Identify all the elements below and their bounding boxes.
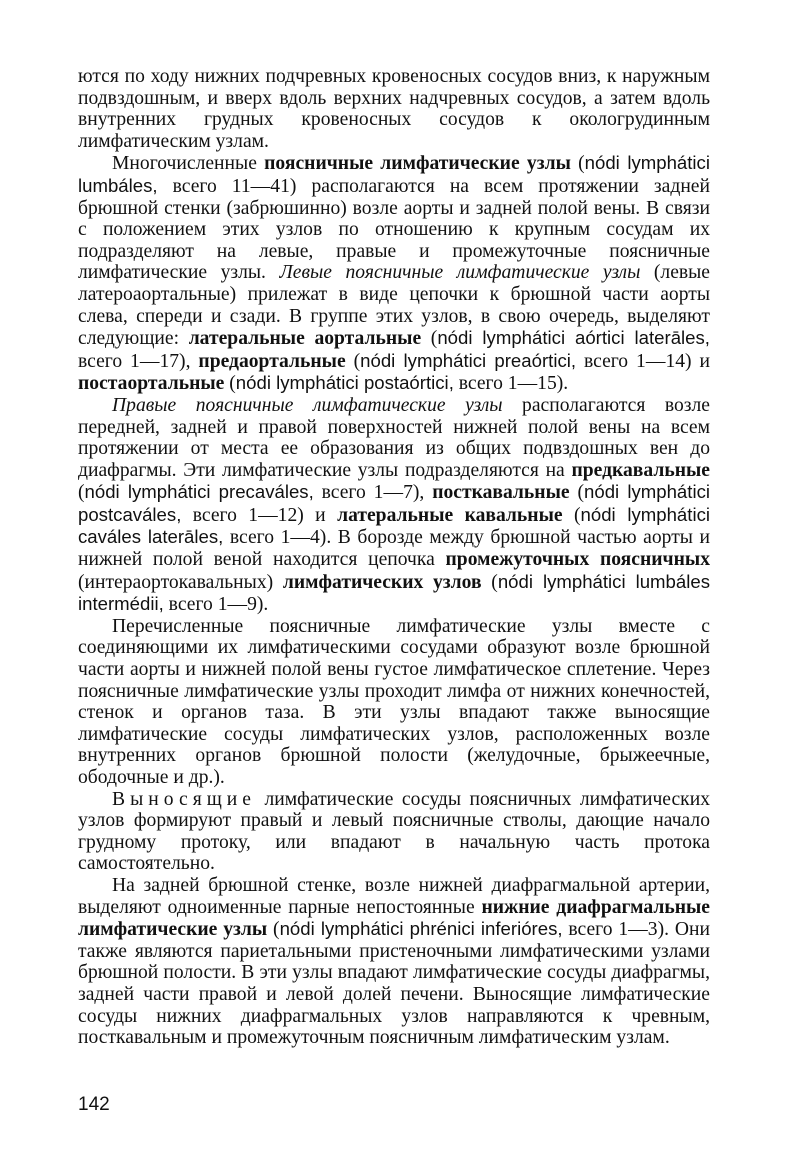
- latin-term: nódi lymphátici lumbáles intermédii,: [78, 570, 710, 615]
- paragraph-5: [78, 789, 710, 875]
- spaced-term: Выносящие: [112, 788, 256, 810]
- latin-term: nódi lymphátici caváles laterāles,: [78, 503, 710, 548]
- term-intermediate-lumbar: промежуточных поясничных: [445, 549, 710, 571]
- paragraph-4: Перечисленные поясничные лимфатические узлы вместе с соединяющими их лимфатическими сосудами образуют возле брюшной части аорты и нижней полой вены густое лимфатическое сплетение. Через поясничные лимфатические узлы проходит лимфа от нижних конечностей, стенок и органов таза. В эти узлы впадают также выносящие лимфатические сосуды лимфатических узлов, расположенных возле внутренних органов брюшной полости (желудочные, брыжеечные, ободочные и др.).: [78, 615, 710, 788]
- text-run: На задней брюшной стенке, возле нижней диафрагмальной артерии, выделяют одноименные парные непостоянные: [78, 874, 710, 918]
- text-run: лимфатические сосуды поясничных лимфатических узлов формируют правый и левый поясничные стволы, дающие начало грудному протоку, или впадают в начальную часть протока самостоятельно.: [78, 788, 710, 875]
- latin-term: nódi lymphátici phrénici inferióres,: [279, 918, 563, 940]
- term-postaortic: постаортальные: [78, 373, 225, 395]
- term-right-lumbar-nodes: Правые поясничные лимфатические узлы: [112, 394, 503, 416]
- body-text: [78, 66, 710, 1049]
- text-run: (: [267, 919, 280, 941]
- text-run: всего 1—9).: [163, 594, 269, 616]
- text-run: (: [481, 571, 498, 593]
- latin-term: nódi lymphátici aórtici laterāles,: [437, 327, 710, 349]
- term-lateral-aortic: латеральные аортальные: [188, 328, 422, 350]
- term-postcaval: посткавальные: [432, 482, 570, 504]
- term-lymph-nodes: лимфатических узлов: [282, 571, 482, 593]
- term-preaortic: предаортальные: [198, 350, 346, 372]
- text-run: всего 1—12) и: [181, 504, 338, 526]
- latin-term: nódi lymphátici postcaváles,: [78, 481, 710, 525]
- paragraph-3: [78, 395, 710, 616]
- latin-term: nódi lymphátici preaórtici,: [360, 349, 577, 371]
- text-run: всего 11—41) располагаются на всем протяжении задней брюшной стенки (забрюшинно) возле аорты и задней полой вены. В связи с положением этих узлов по отношению к крупным сосудам их подразделяют на левые, правые и промежуточные поясничные лимфатические узлы.: [78, 175, 710, 284]
- text-run: располагаются возле передней, задней и правой поверхностей нижней полой вены на всем протяжении от места ее образования из общих подвздошных вен до диафрагмы. Эти лимфатические узлы подразделяются на: [78, 394, 710, 481]
- text-run: (: [562, 504, 581, 526]
- text-run: (левые латероаортальные) прилежат в виде цепочки к брюшной части аорты слева, спереди и сзади. В группе этих узлов, в свою очередь, выделяют следующие:: [78, 262, 711, 350]
- text-run: всего 1—7),: [313, 482, 433, 504]
- text-run: (: [345, 350, 361, 372]
- term-left-lumbar-nodes: Левые поясничные лимфатические узлы: [279, 262, 641, 284]
- latin-term: nódi lymphátici lumbáles,: [78, 152, 710, 196]
- page-number: 142: [78, 1094, 110, 1115]
- text-run: всего 1—4). В борозде между брюшной частью аорты и нижней полой веной находится цепочка: [78, 527, 710, 571]
- text-run: (: [569, 482, 585, 504]
- text-run: всего 1—14) и: [576, 350, 710, 372]
- term-inferior-phrenic-nodes: нижние диафрагмальные лимфатические узлы: [78, 896, 710, 941]
- latin-term: nódi lymphátici postaórtici,: [235, 372, 454, 394]
- text-run: всего 1—15).: [453, 373, 569, 395]
- text-run: всего 1—3). Они также являются париетальными пристеночными лимфатическими узлами брюшной полости. В эти узлы впадают лимфатические сосуды диафрагмы, задней части правой и левой долей печени. Выносящие лимфатические сосуды нижних диафрагмальных узлов направляются к чревным, посткавальным и промежуточным поясничным лимфатическим узлам.: [78, 919, 710, 1049]
- latin-term: nódi lymphátici precaváles,: [84, 481, 314, 503]
- term-lateral-caval: латеральные кавальные: [337, 504, 563, 526]
- paragraph-2: [78, 152, 710, 395]
- text-run: (: [421, 328, 438, 350]
- paragraph-1: ются по ходу нижних подчревных кровеносных сосудов вниз, к наружным подвздошным, и вверх вдоль верхних надчревных сосудов, а затем вдоль внутренних грудных кровеносных сосудов к окологрудинным лимфатическим узлам.: [78, 66, 710, 152]
- term-lumbar-nodes: поясничные лимфатические узлы: [264, 153, 571, 175]
- text-run: (интераортокавальных): [78, 571, 283, 593]
- term-precaval: предкавальные: [571, 459, 710, 481]
- text-run: всего 1—17),: [78, 350, 199, 372]
- text-run: (: [78, 482, 85, 504]
- text-run: (: [224, 373, 236, 395]
- text-run: Многочисленные: [112, 153, 265, 175]
- paragraph-6: [78, 875, 710, 1049]
- text-run: (: [570, 153, 585, 175]
